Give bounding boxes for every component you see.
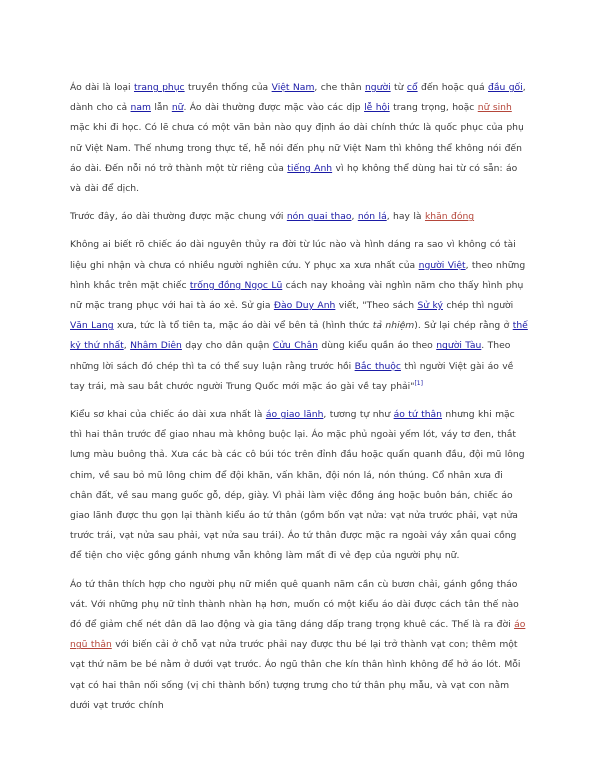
article-link[interactable]: nam — [130, 102, 151, 114]
paragraph — [70, 235, 528, 397]
text-run: viết, "Theo sách — [335, 300, 418, 312]
article-link[interactable]: người Tàu — [436, 340, 482, 352]
text-run: lẫn — [150, 102, 172, 114]
text-run: , — [123, 340, 131, 352]
text-run: từ — [390, 82, 407, 93]
text-run: . Theo những lời sách đó chép thì ta có thể suy luận rằng trước hồi — [70, 340, 511, 372]
article-link[interactable]: trống đồng Ngọc Lũ — [189, 279, 283, 291]
article-link[interactable]: lễ hội — [364, 102, 390, 114]
text-run: vì họ không thể dùng hai từ có sẵn: áo và dài để dịch. — [70, 162, 518, 195]
text-run: Trước đây, áo dài thường được mặc chung với — [70, 211, 287, 223]
paragraph — [70, 575, 528, 716]
text-run: trang trọng, hoặc — [389, 102, 478, 114]
text-run: , theo những hình khắc trên mặt chiếc — [70, 259, 526, 291]
article-link[interactable]: cổ — [406, 82, 418, 93]
text-run: chép thì người — [442, 300, 514, 312]
text-run: , che thân — [314, 82, 365, 93]
article-link[interactable]: Sử ký — [417, 300, 443, 312]
article-link[interactable]: áo ngũ thân — [70, 619, 526, 651]
article-link[interactable]: thế kỷ thứ nhất — [70, 320, 528, 352]
article-link[interactable]: tiếng Anh — [287, 162, 333, 174]
text-run: dùng kiểu quần áo theo — [317, 340, 437, 352]
text-run: , tương tự như — [323, 409, 394, 421]
paragraph — [70, 405, 528, 567]
article-link[interactable]: trang phục — [133, 82, 185, 93]
text-run: , hay là — [386, 211, 425, 223]
article-link[interactable]: Văn Lang — [70, 320, 114, 332]
text-run: đến hoặc quá — [417, 82, 489, 93]
article-link[interactable]: nữ — [171, 102, 184, 114]
text-run: Không ai biết rõ chiếc áo dài nguyên thủy ra đời từ lúc nào và hình dáng ra sao vì không có tài liệu ghi nhận và chưa có nhiều người nghiên cứu. Y phục xa xưa nhất của — [70, 239, 516, 271]
text-run: thì người Việt gài áo về tay trái, mà sau bắt chước người Trung Quốc mới mặc áo gài về tay phải" — [70, 360, 514, 392]
text-run: ). Sử lại chép rằng ở — [414, 320, 513, 332]
article-link[interactable]: Cửu Chân — [272, 340, 318, 352]
paragraph — [70, 207, 528, 227]
article-link[interactable]: nón quai thao — [286, 211, 352, 223]
text-run: với biến cải ở chỗ vạt nửa trước phải nay được thu bé lại trở thành vạt con; thêm một vạt thứ năm be bé nằm ở dưới vạt trước. Áo ngũ thân che kín thân hình không để hở áo lót. Mỗi vạt có hai thân nối sống (vị chi thành bốn) tượng trưng cho tứ thân phụ mẫu, và vạt con nằm dưới vạt trước chính — [70, 639, 521, 711]
article-link[interactable]: Đào Duy Anh — [273, 300, 336, 312]
text-run: nhưng khi mặc thì hai thân trước để giao nhau mà không buộc lại. Áo mặc phủ ngoài yếm lót, váy tơ đen, thắt lưng màu buông thả. Xưa các bà các cô búi tóc trên đỉnh đầu hoặc quấn quanh đầu, đội mũ lông chim, về sau bỏ mũ lông chim để đội khăn, vấn khăn, đội nón lá, nón thúng. Cổ nhân xưa đi chân đất, về sau mang guốc gỗ, dép, giày. Vì phải làm việc đồng áng hoặc buôn bán, chiếc áo giao lãnh được thu gọn lại thành kiểu áo tứ thân (gồm bốn vạt nửa: vạt nửa trước phải, vạt nửa trước trái, vạt nửa sau phải, vạt nửa sau trái). Áo tứ thân được mặc ra ngoài váy xắn quai cồng để tiện cho việc gồng gánh nhưng vẫn không làm mất đi vẻ đẹp của người phụ nữ. — [70, 409, 525, 562]
text-run: Áo tứ thân thích hợp cho người phụ nữ miền quê quanh năm cần cù bươn chải, gánh gồng tháo vát. Với những phụ nữ tỉnh thành nhàn hạ hơn, muốn có một kiểu áo dài được cách tân thế nào đó để giảm chế nét dân dã lao động và gia tăng dáng dấp trang trọng khuê các. Thế là ra đời — [70, 578, 519, 631]
text-run: Áo dài là loại — [70, 82, 134, 93]
italic-text: tả nhiệm — [372, 320, 415, 332]
text-run: xưa, tức là tổ tiên ta, mặc áo dài vể bên tả (hình thức — [113, 320, 373, 332]
article-link[interactable]: nón lá — [357, 211, 387, 223]
article-body — [70, 78, 528, 716]
text-run: truyền thống của — [184, 82, 272, 93]
text-run: cách nay khoảng vài nghìn năm cho thấy hình phụ nữ mặc trang phục với hai tà áo xẻ. Sử gia — [70, 279, 524, 312]
article-link[interactable]: áo tứ thân — [393, 409, 443, 421]
article-link[interactable]: nữ sinh — [477, 102, 512, 114]
article-link[interactable]: Nhâm Diên — [130, 340, 182, 352]
text-run: Kiểu sơ khai của chiếc áo dài xưa nhất là — [70, 409, 266, 421]
text-run: dạy cho dân quận — [181, 340, 273, 352]
text-run: mặc khi đi học. Có lẽ chưa có một văn bản nào quy định áo dài chính thức là quốc phục của phụ nữ Việt Nam. Thế nhưng trong thực tế, hễ nói đến phụ nữ Việt Nam thì không thể không nói đến áo dài. Đến nỗi nó trở thành một từ riêng của — [70, 122, 524, 174]
text-run: , dành cho cả — [70, 82, 526, 114]
article-link[interactable]: người Việt — [418, 259, 466, 271]
citation-ref[interactable]: [1] — [414, 379, 423, 387]
article-link[interactable]: người — [364, 82, 391, 93]
article-link[interactable]: khăn đóng — [424, 211, 475, 223]
text-run: . Áo dài thường được mặc vào các dịp — [183, 102, 365, 114]
article-link[interactable]: đầu gối — [488, 82, 523, 93]
article-link[interactable]: Việt Nam — [271, 82, 315, 93]
text-run: , — [351, 211, 358, 223]
article-link[interactable]: Bắc thuộc — [354, 360, 401, 372]
article-link[interactable]: áo giao lãnh — [265, 409, 324, 421]
paragraph — [70, 78, 528, 199]
